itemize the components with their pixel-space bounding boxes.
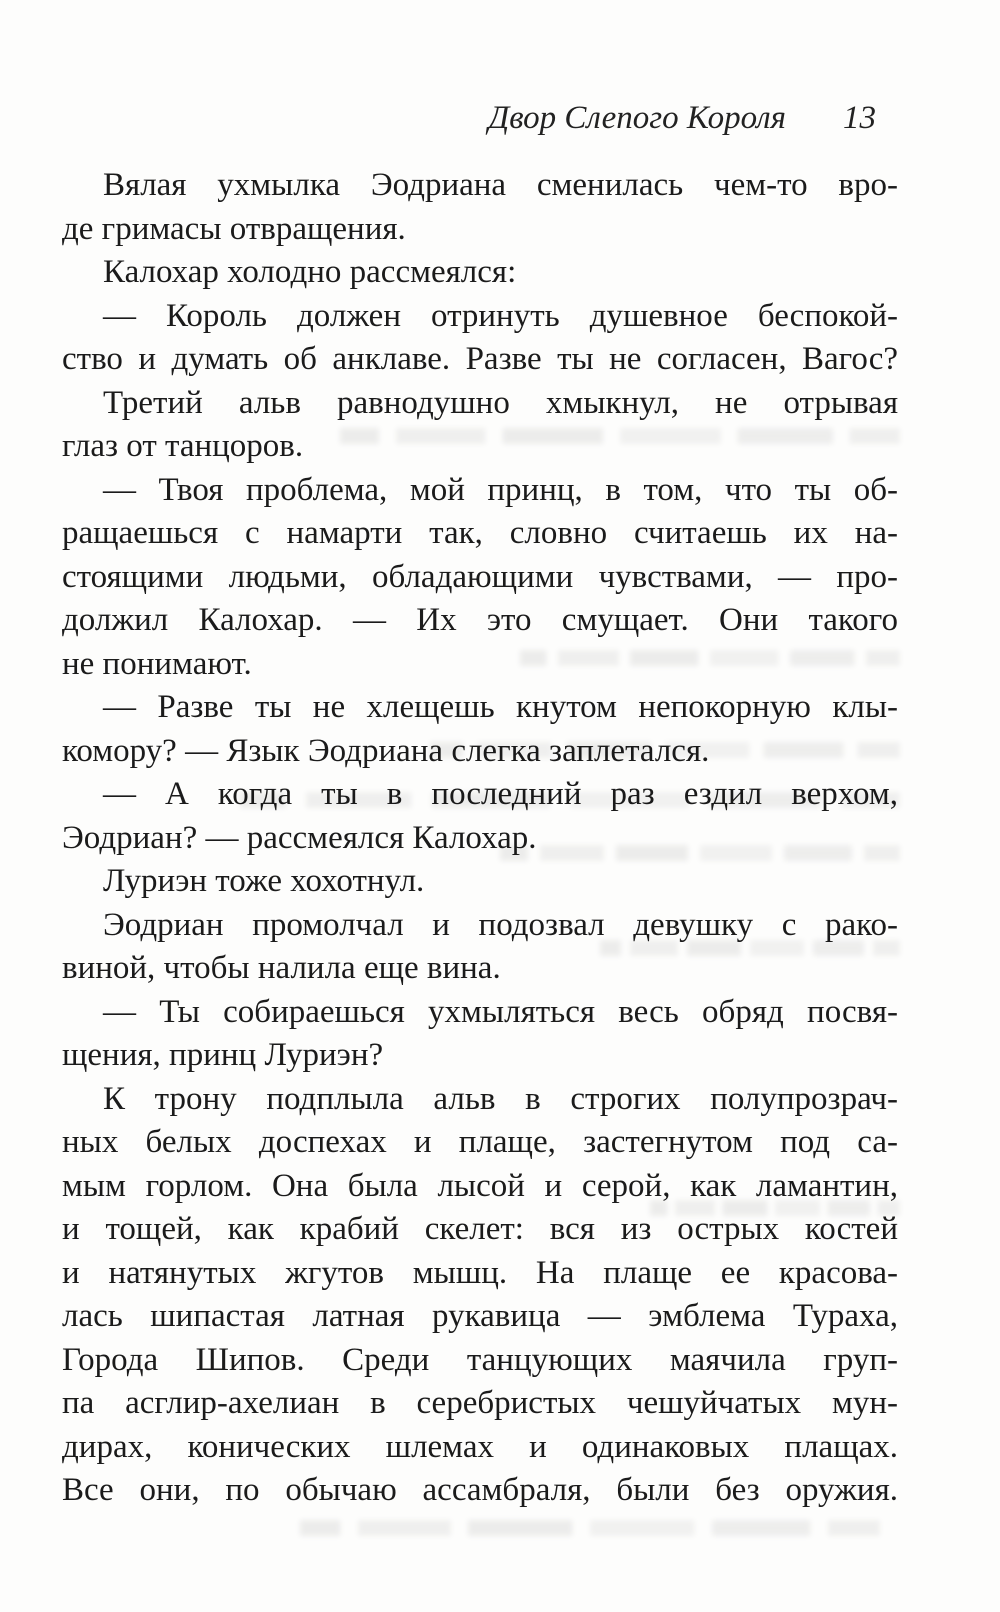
text-line: ращаешься с намарти так, словно считаешь их на-: [62, 515, 898, 551]
text-line: Города Шипов. Среди танцующих маячила груп-: [62, 1341, 898, 1378]
text-line: ство и думать об анклаве. Разве ты не согласен, Вагос?: [62, 341, 898, 377]
running-header-title: Двор Слепого Короля: [488, 100, 786, 136]
running-header: [0, 99, 876, 137]
text-line: Третий альв равнодушно хмыкнул, не отрывая: [103, 384, 898, 421]
text-line: комору? — Язык Эодриана слегка заплетался.: [62, 732, 710, 769]
text-line: стоящими людьми, обладающими чувствами, — про-: [62, 558, 898, 595]
text-line: дирах, конических шлемах и одинаковых плащах.: [62, 1428, 898, 1465]
text-line: и натянутых жгутов мышц. На плаще ее красова-: [62, 1254, 898, 1291]
text-line: мым горлом. Она была лысой и серой, как ламантин,: [62, 1167, 898, 1204]
text-line: К трону подплыла альв в строгих полупрозрач-: [103, 1080, 898, 1117]
text-line: — А когда ты в последний раз ездил верхом,: [103, 776, 898, 812]
text-line: лась шипастая латная рукавица — эмблема Тураха,: [62, 1298, 898, 1334]
text-line: должил Калохар. — Их это смущает. Они такого: [62, 602, 898, 638]
text-line: — Твоя проблема, мой принц, в том, что ты об-: [103, 471, 898, 508]
text-line: — Король должен отринуть душевное беспокой-: [103, 297, 898, 334]
text-line: де гримасы отвращения.: [62, 210, 406, 247]
text-line: Эодриан промолчал и подозвал девушку с рако-: [103, 906, 898, 943]
text-line: не понимают.: [62, 645, 252, 682]
text-line: Все они, по обычаю ассамбраля, были без оружия.: [62, 1472, 898, 1508]
text-line: Калохар холодно рассмеялся:: [103, 254, 517, 290]
body-text: [62, 164, 898, 1513]
text-line: Луриэн тоже хохотнул.: [103, 863, 425, 899]
text-line: Эодриан? — рассмеялся Калохар.: [62, 819, 537, 856]
text-line: ных белых доспехах и плаще, застегнутом под са-: [62, 1124, 898, 1160]
page-showthrough: [300, 1520, 880, 1536]
text-line: щения, принц Луриэн?: [62, 1037, 384, 1073]
text-line: па асглир-ахелиан в серебристых чешуйчатых мун-: [62, 1385, 898, 1421]
text-line: Вялая ухмылка Эодриана сменилась чем-то вро-: [103, 167, 898, 203]
text-line: — Ты собираешься ухмыляться весь обряд посвя-: [103, 993, 898, 1030]
text-line: — Разве ты не хлещешь кнутом непокорную клы-: [103, 689, 898, 725]
text-line: виной, чтобы налила еще вина.: [62, 950, 501, 986]
text-line: и тощей, как крабий скелет: вся из острых костей: [62, 1211, 898, 1247]
text-line: глаз от танцоров.: [62, 428, 304, 464]
page-number: 13: [843, 100, 876, 136]
